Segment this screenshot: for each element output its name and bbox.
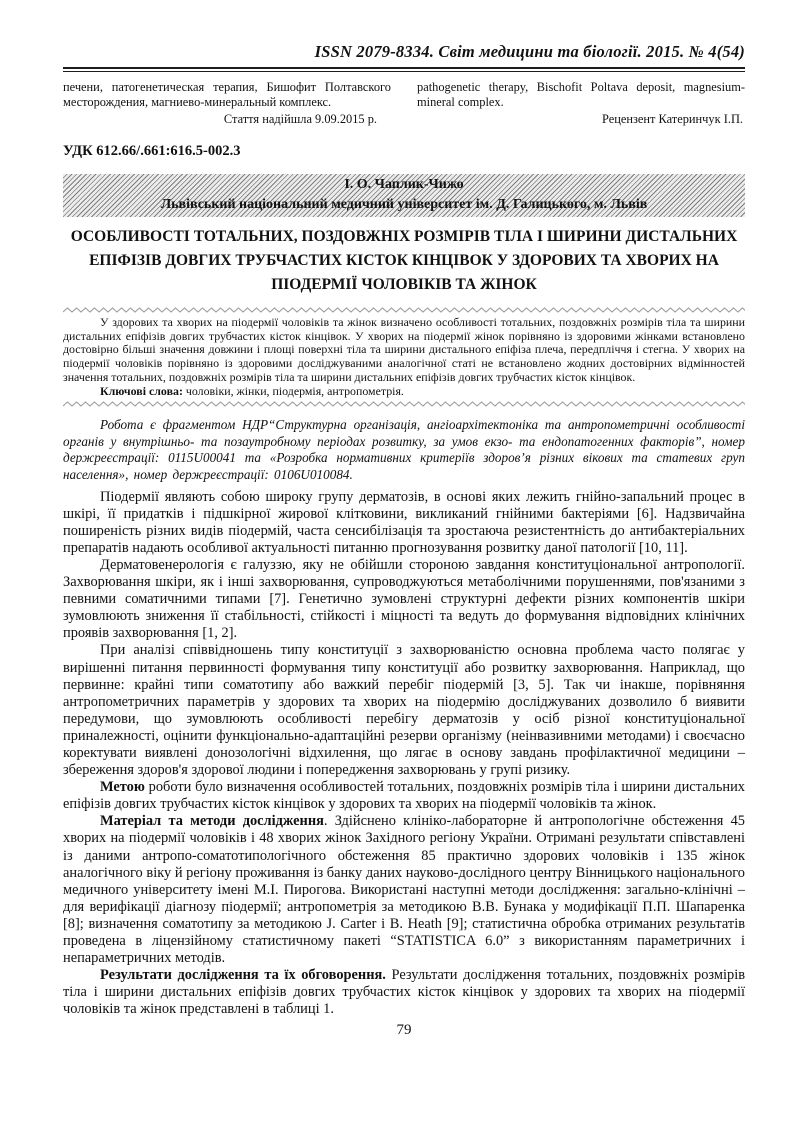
paragraph-lead: Метою bbox=[100, 779, 145, 796]
paragraph-text: . Здійснено клініко-лабораторне й антропологічне обстеження 45 хворих на піодермії чоловіків і 48 хворих жінок Західного регіону України. Отримані результати співставлені із даними антропо-соматотипологічного обстеження 85 практично здорових чоловіків і 135 жінок аналогічного віку й регіону проживання із банку даних науково-дослідного центру Вінницького національного медичного університету імені М.І. Пирогова. Використані наступні методи дослідження: загально-клінічні – для верифікації діагнозу піодермії; антропометрія за методикою В.В. Бунака у модифікації П.П. Шапаренка [8]; визначення соматотипу за методикою J. Carter і B. Heath [9]; статистична обробка отриманих результатів проведена в ліцензійному статистичному пакеті “STATISTICA 6.0” з використанням параметричних і непараметричних методів. bbox=[63, 813, 745, 967]
abstract-section bbox=[63, 316, 745, 398]
paragraph-lead: Результати дослідження та їх обговорення. bbox=[100, 967, 386, 984]
zigzag-divider-top bbox=[63, 306, 745, 314]
article-received-date: Стаття надійшла 9.09.2015 р. bbox=[223, 112, 377, 126]
prev-article-left-column bbox=[63, 80, 391, 127]
prev-article-right-column bbox=[417, 80, 745, 127]
body-paragraph bbox=[63, 489, 745, 557]
page-number: 79 bbox=[396, 1021, 412, 1038]
body-paragraph bbox=[63, 779, 745, 813]
paragraph-text: Піодермії являють собою широку групу дерматозів, в основі яких лежить гнійно-запальний процес в шкірі, її придатків і підшкірної жирової клітковини, викликаний гнійними бактеріями [6]. Надзвичайна поширеність різних видів піодермій, часта сенсибілізація та зростаюча резистентність до антибактеріальних препаратів надають особливої актуальності питанню прогнозування розвитку даної патології [10, 11]. bbox=[63, 488, 745, 556]
paragraph-text: Результати дослідження тотальних, поздовжніх розмірів тіла і ширини дистальних епіфізів довгих трубчастих кісток кінцівок у здорових та хворих на піодермії чоловіків та жінок представлені в таблиці 1. bbox=[63, 967, 745, 1018]
body-paragraph bbox=[63, 557, 745, 642]
prev-keywords-en: pathogenetic therapy, Bischofit Poltava deposit, magnesium-mineral complex. bbox=[417, 80, 745, 109]
paragraph-text: роботи було визначення особливостей тотальних, поздовжніх розмірів тіла і ширини дистальних епіфізів довгих трубчастих кісток кінцівок у здорових та хворих на піодермії чоловіків та жінок. bbox=[63, 779, 745, 813]
keywords-label: Ключові слова: bbox=[100, 383, 183, 398]
funding-note: Робота є фрагментом НДР“Структурна організація, ангіоархітектоніка та антропометричні особливості органів у внутрішньо- та позаутробному періодах розвитку, за умов екзо- та ендопатогенних факторів”, номер держреєстрації: 0115U00041 та «Розробка нормативних критеріїв здоров’я різних вікових та статевих груп населення», номер держреєстрації: 0106U010084. bbox=[63, 417, 745, 482]
author-name: І. О. Чаплик-Чижо bbox=[344, 177, 464, 192]
header-double-rule bbox=[63, 67, 745, 72]
paragraph-lead: Матеріал та методи дослідження bbox=[100, 813, 324, 830]
article-title: ОСОБЛИВОСТІ ТОТАЛЬНИХ, ПОЗДОВЖНІХ РОЗМІРІВ ТІЛА І ШИРИНИ ДИСТАЛЬНИХ ЕПІФІЗІВ ДОВГИХ ТРУБЧАСТИХ КІСТОК КІНЦІВОК У ЗДОРОВИХ ТА ХВОРИХ НА ПІОДЕРМІЇ ЧОЛОВІКІВ ТА ЖІНОК bbox=[70, 228, 738, 293]
zigzag-divider-bottom bbox=[63, 400, 745, 408]
body-paragraph bbox=[63, 967, 745, 1018]
body-paragraph bbox=[63, 642, 745, 779]
prev-keywords-ru: печени, патогенетическая терапия, Бишофит Полтавского месторождения, магниево-минеральный комплекс. bbox=[63, 80, 391, 109]
author-block bbox=[63, 174, 745, 217]
paragraph-text: При аналізі співвідношень типу конституції з захворюваністю основна проблема часто полягає у вирішенні питання первинності формування типу конституції або розвитку захворювання. Наприклад, що первинне: крайні типи соматотипу або важкий перебіг піодермій [3, 5]. Так чи інакше, порівняння антропометричних параметрів у здорових та хворих на піодермію досліджуваних дозволило б виявити передумови, що зумовлюють особливості перебігу дерматозів у осіб різної конституціональної приналежності, оцінити функціонально-адаптаційні резерви організму (неінвазивними методами) і своєчасно коректувати виявлені донозологічні відхилення, що лягає в основу завдань профілактичної медицини – збереження здоров'я здорової людини і попередження захворювань у групі ризику. bbox=[63, 642, 745, 779]
previous-article-tail bbox=[63, 80, 745, 127]
author-affiliation: Львівський національний медичний університет ім. Д. Галицького, м. Львів bbox=[160, 197, 648, 212]
abstract-text: У здорових та хворих на піодермії чоловіків та жінок визначено особливості тотальних, поздовжніх розмірів тіла та ширини дистальних епіфізів довгих трубчастих кісток кінцівок. У хворих на піодермії жінок порівняно із здоровими жінками встановлено достовірно більші значення довжини і площі поверхні тіла та ширини дистального епіфіза плеча, передпліччя і стегна. У хворих на піодермії чоловіків порівняно із здоровими досліджуваними аналогічної статі не встановлено жодних достовірних відмінностей значення тотальних, поздовжніх розмірів тіла та ширини дистальних епіфізів довгих трубчастих кісток кінцівок. bbox=[63, 315, 745, 384]
paragraph-text: Дерматовенерологія є галуззю, яку не обійшли стороною завдання конституціональної антропології. Захворювання шкіри, як і інші захворювання, супроводжуються метаболічними порушеннями, пов'язаними з певними соматичними типами [7]. Генетично зумовлені структурні дефекти різних компонентів шкіри зумовлюють зниження її стабільності, стійкості і міцності та ведуть до формування відповідних клінічних проявів захворювання [1, 2]. bbox=[63, 556, 745, 642]
running-head: ISSN 2079-8334. Світ медицини та біології. 2015. № 4(54) bbox=[314, 42, 745, 61]
article-reviewer: Рецензент Катеринчук І.П. bbox=[602, 112, 743, 126]
keywords-text: чоловіки, жінки, піодермія, антропометрія. bbox=[182, 383, 404, 398]
keywords-line bbox=[63, 385, 745, 399]
udc-code: УДК 612.66/.661:616.5-002.3 bbox=[63, 143, 241, 159]
body-paragraph bbox=[63, 813, 745, 967]
